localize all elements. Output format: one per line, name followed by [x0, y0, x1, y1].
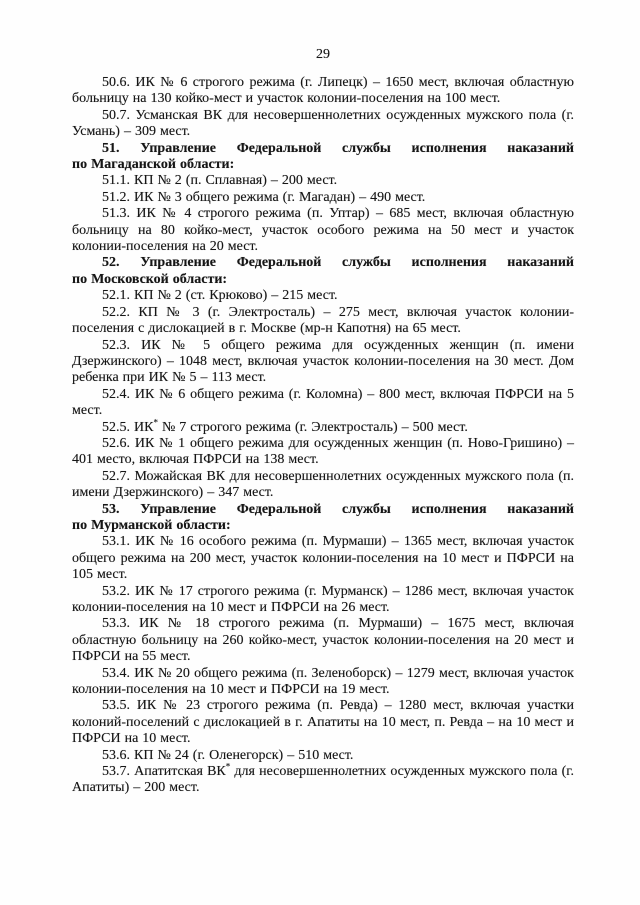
- list-item-paragraph: 53.5. ИК № 23 строгого режима (п. Ревда) – 1280 мест, включая участки колоний-поселений с дислокацией в г. Апатиты на 10 мест, п. Ревда – на 10 мест и ПФРСИ на 10 мест.: [72, 698, 574, 747]
- list-item-paragraph: 53.4. ИК № 20 общего режима (п. Зеленоборск) – 1279 мест, включая участок колонии-поселения на 10 мест и ПФРСИ на 19 мест.: [72, 665, 574, 698]
- section-heading-line1: 53. Управление Федеральной службы исполнения наказаний: [102, 501, 574, 517]
- list-item-paragraph: 53.3. ИК № 18 строгого режима (п. Мурмаши) – 1675 мест, включая областную больницу на 260 койко-мест, участок колонии-поселения на 20 мест и ПФРСИ на 55 мест.: [72, 616, 574, 665]
- section-heading-line1: 52. Управление Федеральной службы исполнения наказаний: [102, 255, 574, 271]
- list-item-paragraph: 52.1. КП № 2 (ст. Крюково) – 215 мест.: [102, 288, 338, 304]
- section-heading-line2: по Московской области:: [72, 271, 228, 287]
- section-heading: [72, 141, 574, 174]
- list-item-paragraph: 53.7. Апатитская ВК* для несовершеннолетних осужденных мужского пола (г. Апатиты) – 200 мест.: [72, 761, 574, 796]
- list-item-paragraph: 51.2. ИК № 3 общего режима (г. Магадан) – 490 мест.: [102, 189, 426, 205]
- footnote-asterisk: *: [153, 416, 158, 427]
- list-item-paragraph: 50.6. ИК № 6 строгого режима (г. Липецк) – 1650 мест, включая областную больницу на 130 койко-мест и участок колонии-поселения на 100 мест.: [72, 75, 574, 107]
- section-heading: [72, 255, 574, 288]
- list-item-paragraph: 53.6. КП № 24 (г. Оленегорск) – 510 мест.: [102, 747, 354, 763]
- list-item-paragraph: 52.3. ИК № 5 общего режима для осужденных женщин (п. имени Дзержинского) – 1048 мест, включая участок колонии-поселения на 30 мест. Дом ребенка при ИК № 5 – 113 мест.: [72, 337, 574, 386]
- page-number: 29: [316, 47, 330, 62]
- list-item-paragraph: 52.4. ИК № 6 общего режима (г. Коломна) – 800 мест, включая ПФРСИ на 5 мест.: [72, 386, 574, 419]
- footnote-asterisk: *: [225, 761, 231, 772]
- section-heading-line2: по Мурманской области:: [72, 517, 231, 533]
- list-item-paragraph: 52.7. Можайская ВК для несовершеннолетних осужденных мужского пола (п. имени Дзержинского) – 347 мест.: [72, 468, 574, 501]
- list-item-paragraph: 53.1. ИК № 16 особого режима (п. Мурмаши) – 1365 мест, включая участок общего режима на 200 мест, участок колонии-поселения на 10 мест и ПФРСИ на 105 мест.: [72, 534, 574, 583]
- list-item-paragraph: 52.6. ИК № 1 общего режима для осужденных женщин (п. Ново-Гришино) – 401 место, включая ПФРСИ на 138 мест.: [72, 435, 574, 468]
- section-heading-line1: 51. Управление Федеральной службы исполнения наказаний: [102, 140, 574, 156]
- list-item-paragraph: 53.2. ИК № 17 строгого режима (г. Мурманск) – 1286 мест, включая участок колонии-поселения на 10 мест и ПФРСИ на 26 мест.: [72, 583, 574, 615]
- document-body: [72, 75, 574, 797]
- list-item-paragraph: 51.3. ИК № 4 строгого режима (п. Уптар) – 685 мест, включая областную больницу на 80 койко-мест, участок особого режима на 50 мест и участок колонии-поселения на 20 мест.: [72, 206, 574, 255]
- list-item-paragraph: 52.2. КП № 3 (г. Электросталь) – 275 мест, включая участок колонии-поселения с дислокацией в г. Москве (мр-н Капотня) на 65 мест.: [72, 304, 574, 337]
- section-heading: [72, 502, 574, 535]
- list-item-paragraph: 51.1. КП № 2 (п. Сплавная) – 200 мест.: [102, 173, 338, 189]
- section-heading-line2: по Магаданской области:: [72, 157, 235, 173]
- list-item-paragraph: 52.5. ИК* № 7 строгого режима (г. Электросталь) – 500 мест.: [102, 416, 468, 435]
- list-item-paragraph: 50.7. Усманская ВК для несовершеннолетних осужденных мужского пола (г. Усмань) – 309 мест.: [72, 107, 574, 140]
